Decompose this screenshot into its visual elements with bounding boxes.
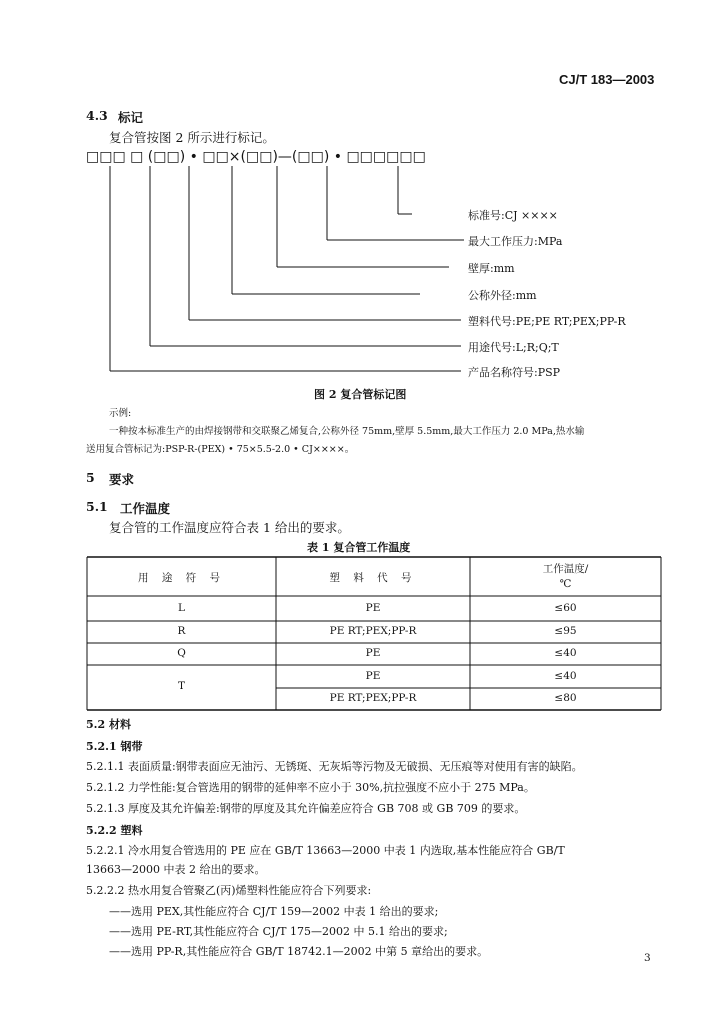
list-item-pp-r: ——选用 PP-R,其性能应符合 GB/T 18742.1—2002 中第 5 章给出的要求。 (109, 945, 489, 958)
table-row-3-temp: ≤40 (554, 647, 577, 659)
table-header-temperature-unit: ℃ (559, 578, 572, 590)
section-4-3-number: 4.3 (86, 108, 108, 123)
table-row-4-use: T (177, 680, 185, 692)
table-row-2-plastic: PE RT;PEX;PP-R (329, 625, 417, 637)
table-row-5-plastic: PE RT;PEX;PP-R (329, 692, 417, 704)
standard-number: CJ/T 183—2003 (559, 72, 655, 87)
table-row-5-temp: ≤80 (554, 692, 577, 704)
table-row-1-plastic: PE (365, 602, 381, 614)
section-5-2-2-heading: 5.2.2 塑料 (86, 824, 143, 837)
table-row-3-plastic: PE (365, 647, 381, 659)
label-use-code: 用途代号:L;R;Q;T (468, 341, 559, 354)
page-number: 3 (644, 952, 651, 964)
table-header-temperature: 工作温度/ (542, 563, 589, 575)
table-header-use-code: 用 途 符 号 (137, 572, 225, 584)
section-5-2-2-1-line-1: 5.2.2.1 冷水用复合管选用的 PE 应在 GB/T 13663—2000 中表 1 内选取,基本性能应符合 GB/T (86, 844, 565, 857)
example-line-2: 送用复合管标记为:PSP-R-(PEX) • 75×5.5-2.0 • CJ××××。 (86, 444, 355, 455)
section-4-3-intro: 复合管按图 2 所示进行标记。 (109, 130, 275, 145)
list-item-pe-rt: ——选用 PE-RT,其性能应符合 CJ/T 175—2002 中 5.1 给出的要求; (109, 925, 448, 938)
label-product-symbol: 产品名称符号:PSP (468, 366, 561, 379)
section-5-1-text: 复合管的工作温度应符合表 1 给出的要求。 (109, 520, 350, 535)
label-max-pressure: 最大工作压力:MPa (468, 235, 563, 248)
table-row-1-use: L (178, 602, 185, 614)
section-5-2-2-2: 5.2.2.2 热水用复合管聚乙(丙)烯塑料性能应符合下列要求: (86, 884, 372, 897)
label-standard-number: 标准号:CJ ×××× (468, 209, 558, 222)
label-nominal-diameter: 公称外径:mm (468, 289, 537, 302)
table-1-caption: 表 1 复合管工作温度 (307, 541, 411, 554)
section-5-2-1-1: 5.2.1.1 表面质量:钢带表面应无油污、无锈斑、无灰垢等污物及无破损、无压痕等对使用有害的缺陷。 (86, 760, 583, 773)
table-row-1-temp: ≤60 (554, 602, 577, 614)
example-heading: 示例: (109, 408, 132, 419)
table-row-4-temp: ≤40 (554, 670, 577, 682)
section-5-title: 要求 (109, 472, 135, 487)
example-line-1: 一种按本标准生产的由焊接钢带和交联聚乙烯复合,公称外径 75mm,壁厚 5.5mm,最大工作压力 2.0 MPa,热水输 (109, 426, 585, 437)
section-5-1-number: 5.1 (86, 499, 108, 514)
section-5-2-1-2: 5.2.1.2 力学性能:复合管选用的钢带的延伸率不应小于 30%,抗拉强度不应小于 275 MPa。 (86, 781, 535, 794)
section-5-2-1-heading: 5.2.1 钢带 (86, 740, 143, 753)
section-5-1-title: 工作温度 (120, 501, 171, 516)
list-item-pex: ——选用 PEX,其性能应符合 CJ/T 159—2002 中表 1 给出的要求; (109, 905, 439, 918)
table-row-3-use: Q (177, 647, 186, 659)
label-plastic-code: 塑料代号:PE;PE RT;PEX;PP-R (468, 315, 626, 328)
section-5-2-heading: 5.2 材料 (86, 718, 131, 731)
table-header-plastic-code: 塑 料 代 号 (329, 572, 417, 584)
label-wall-thickness: 壁厚:mm (468, 262, 515, 275)
table-row-2-temp: ≤95 (554, 625, 577, 637)
section-5-2-1-3: 5.2.1.3 厚度及其允许偏差:钢带的厚度及其允许偏差应符合 GB 708 或 GB 709 的要求。 (86, 802, 526, 815)
section-5-number: 5 (86, 470, 95, 485)
section-5-2-2-1-line-2: 13663—2000 中表 2 给出的要求。 (86, 863, 266, 876)
section-4-3-title: 标记 (118, 110, 144, 125)
figure-2-caption: 图 2 复合管标记图 (314, 388, 407, 401)
marking-code: □□□ □ (□□) • □□×(□□)—(□□) • □□□□□□ (86, 149, 426, 165)
table-row-2-use: R (177, 625, 186, 637)
table-row-4-plastic: PE (365, 670, 381, 682)
